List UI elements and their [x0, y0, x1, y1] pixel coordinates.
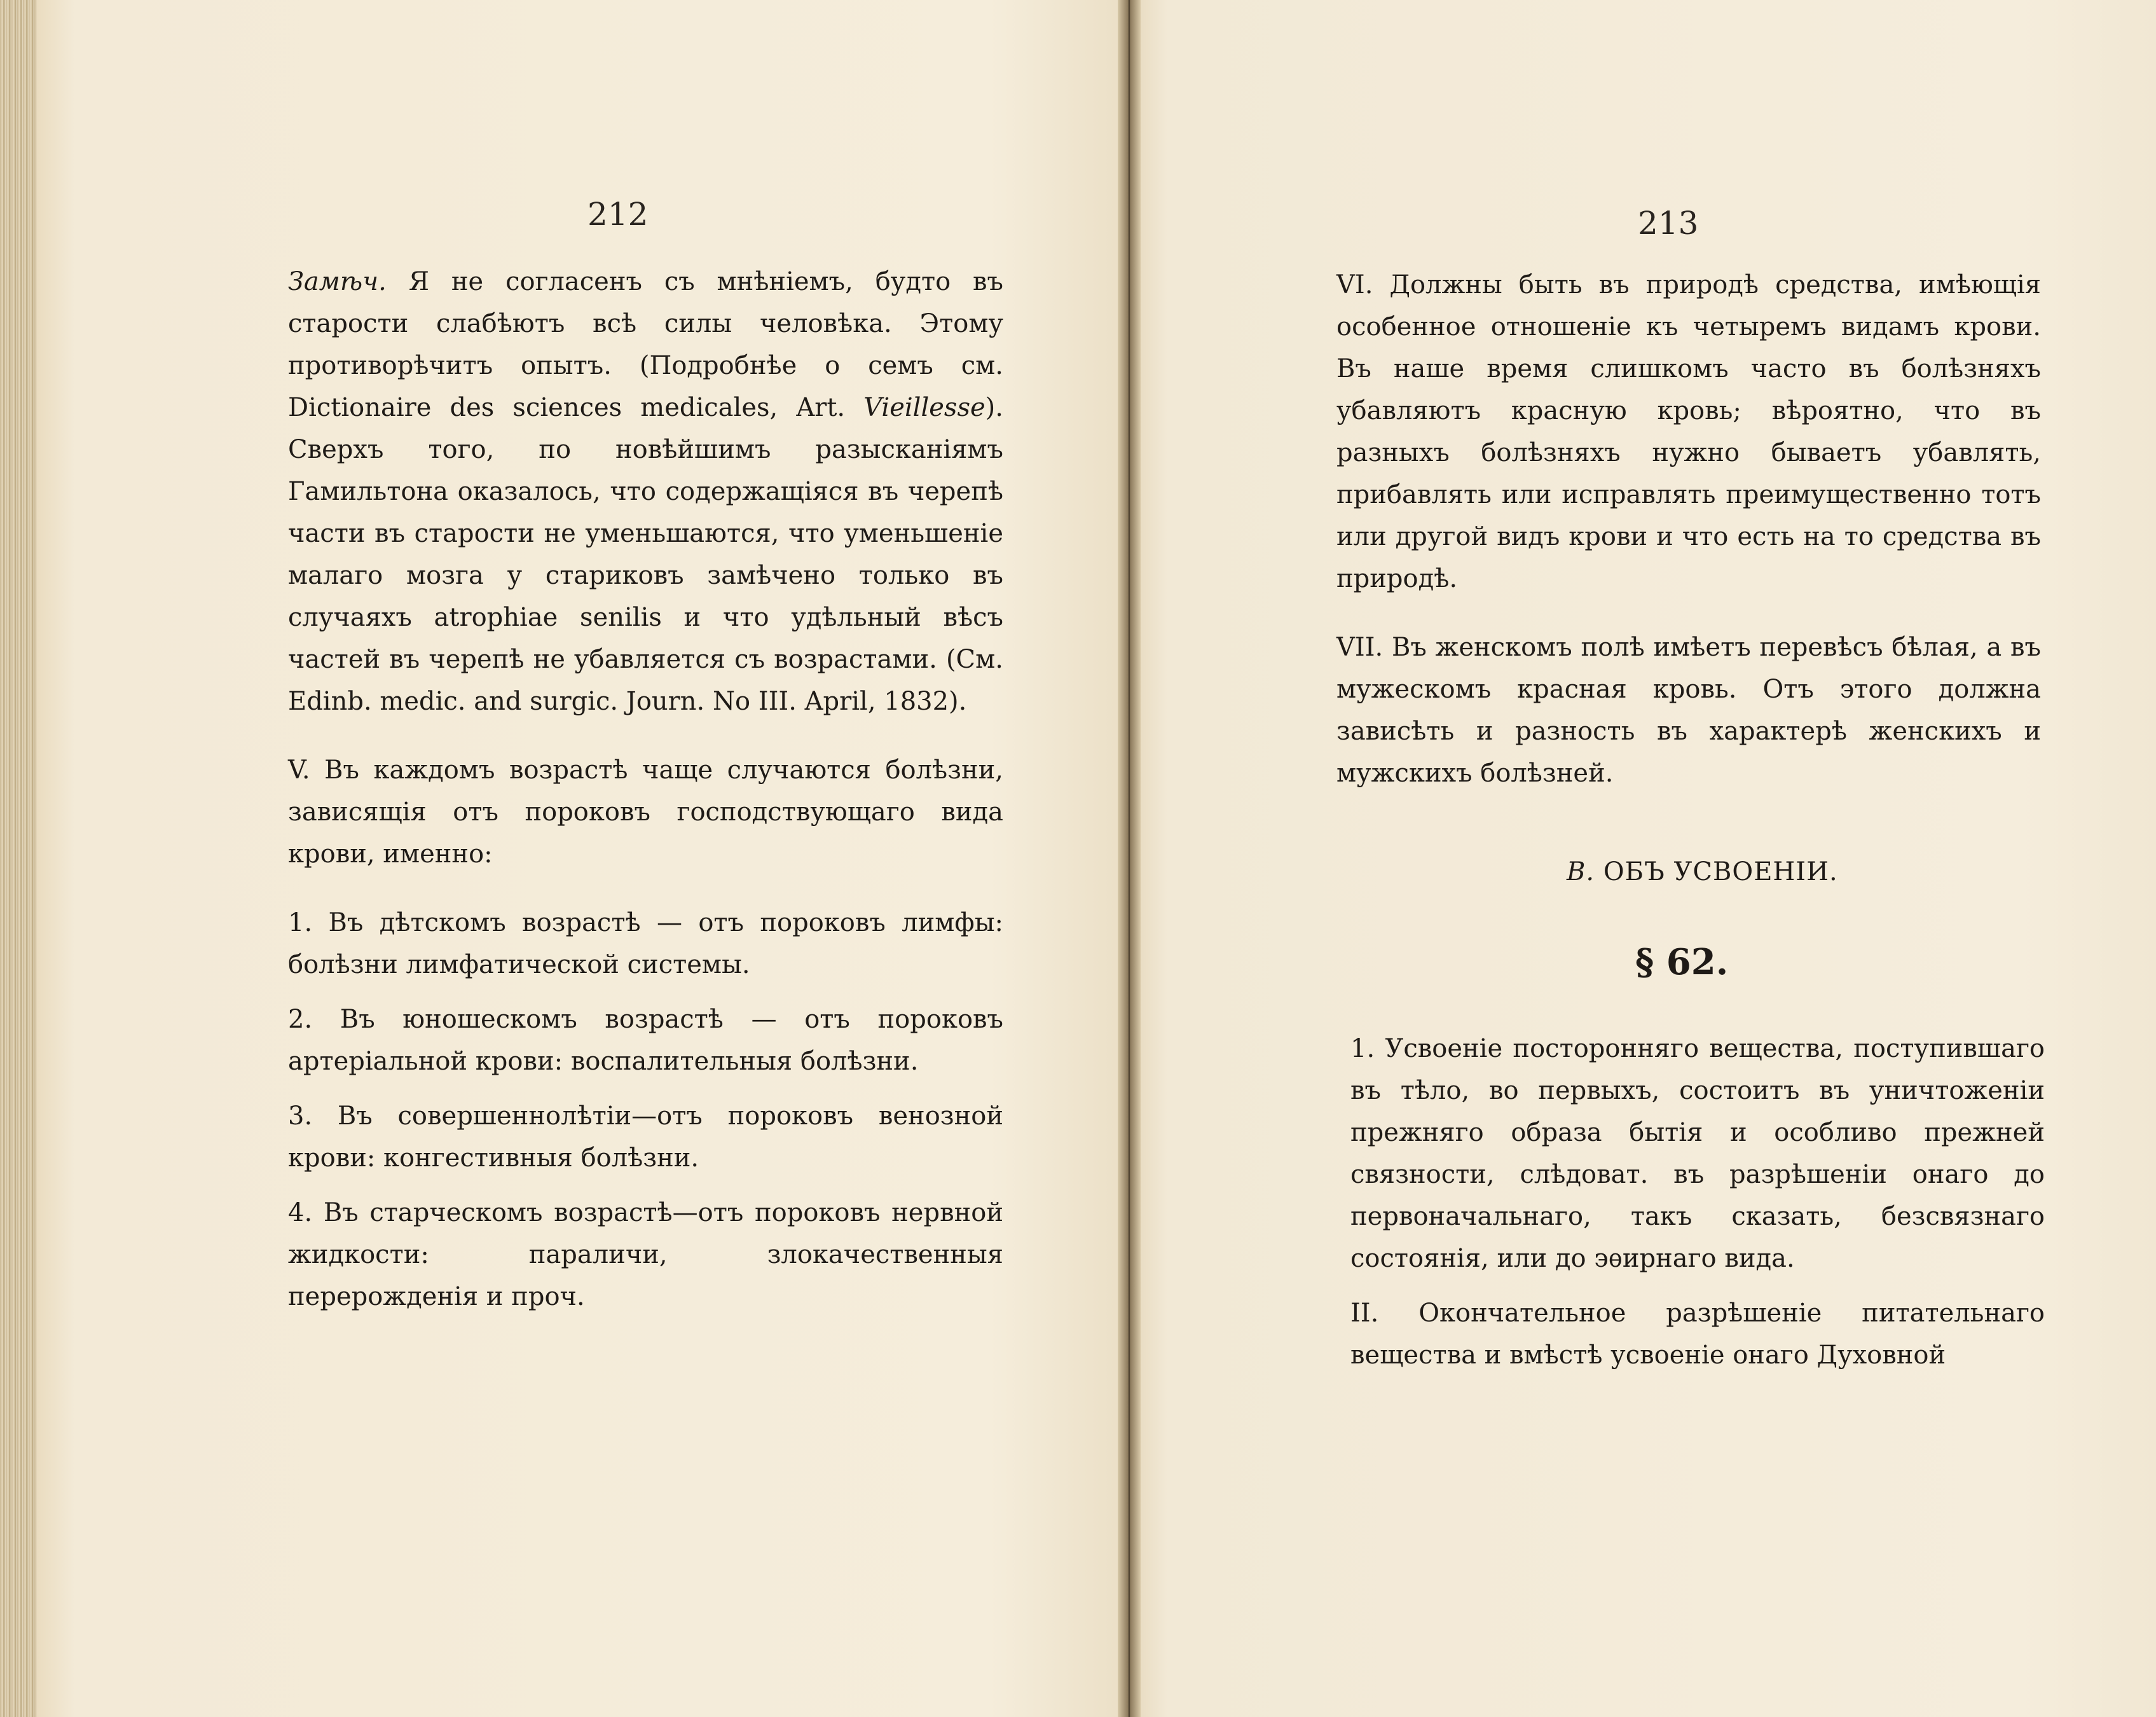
note-label: Замѣч. [288, 267, 387, 296]
left-page [37, 0, 1129, 1717]
list-item-2: 2. Въ юношескомъ возрастѣ — отъ пороковъ артеріальной крови: воспалительныя болѣзни. [288, 1005, 1003, 1076]
left-page-number: 212 [587, 196, 649, 233]
note-text: Я не согласенъ съ мнѣніемъ, будто въ старости слабѣютъ всѣ силы человѣка. Этому противорѣчитъ опытъ. (Подробнѣе о семъ см. Dictionaire des sciences medicales, Art. [288, 267, 1003, 422]
subsection-heading [1567, 857, 1838, 886]
paragraph-vi: VI. Должны быть въ природѣ средства, имѣющія особенное отношеніе къ четыремъ видамъ крови. Въ наше время слишкомъ часто въ болѣзняхъ убавляютъ красную кровь; вѣроятно, что въ разныхъ болѣзняхъ нужно бываетъ убавлять, прибавлять или исправлять преимущественно тотъ или другой видъ крови и что есть на то средства въ природѣ. [1336, 270, 2041, 593]
right-page-number: 213 [1638, 205, 1699, 242]
section-mark: § 62. [1635, 941, 1729, 983]
list-item-3: 3. Въ совершеннолѣтіи—отъ пороковъ венозной крови: конгестивныя болѣзни. [288, 1101, 1003, 1173]
paragraph-vii: VII. Въ женскомъ полѣ имѣетъ перевѣсъ бѣлая, а въ мужескомъ красная кровь. Отъ этого должна зависѣть и разность въ характерѣ женскихъ и мужскихъ болѣзней. [1336, 633, 2041, 788]
list-item-4: 4. Въ старческомъ возрастѣ—отъ пороковъ нервной жидкости: параличи, злокачественныя перерожденія и проч. [288, 1198, 1003, 1311]
left-page-text [288, 261, 1003, 1318]
list-item-1: 1. Въ дѣтскомъ возрастѣ — отъ пороковъ лимфы: болѣзни лимфатической системы. [288, 908, 1003, 979]
right-page-text-top [1336, 264, 2041, 794]
right-page [1129, 0, 2156, 1717]
book-gutter [1118, 0, 1141, 1717]
subsection-letter: B. [1567, 857, 1595, 886]
note-paragraph [288, 261, 1003, 722]
note-text-2: ). Сверхъ того, по новѣйшимъ разысканіямъ Гамильтона оказалось, что содержащіяся въ черепѣ части въ старости не уменьшаются, что уменьшеніе малаго мозга у стариковъ замѣчено только въ случаяхъ atrophiae senilis и что удѣльный вѣсъ частей въ черепѣ не убавляется съ возрастами. (См. Edinb. medic. and surgic. Journ. No III. April, 1832). [288, 393, 1003, 716]
paragraph-1: 1. Усвоеніе посторонняго вещества, поступившаго въ тѣло, во первыхъ, состоитъ въ уничтоженіи прежняго образа бытія и особливо прежней связности, слѣдоват. въ разрѣшеніи онаго до первоначальнаго, такъ сказать, безсвязнаго состоянія, или до эѳирнаго вида. [1350, 1034, 2045, 1273]
paragraph-2: II. Окончательное разрѣшеніе питательнаго вещества и вмѣстѣ усвоеніе онаго Духовной [1350, 1299, 2045, 1370]
subsection-title: ОБЪ УСВОЕНІИ. [1603, 857, 1838, 886]
note-italic: Vieillesse [863, 393, 985, 422]
right-page-text-bottom [1350, 1028, 2045, 1376]
paragraph-v: V. Въ каждомъ возрастѣ чаще случаются болѣзни, зависящія отъ пороковъ господствующаго вида крови, именно: [288, 755, 1003, 869]
